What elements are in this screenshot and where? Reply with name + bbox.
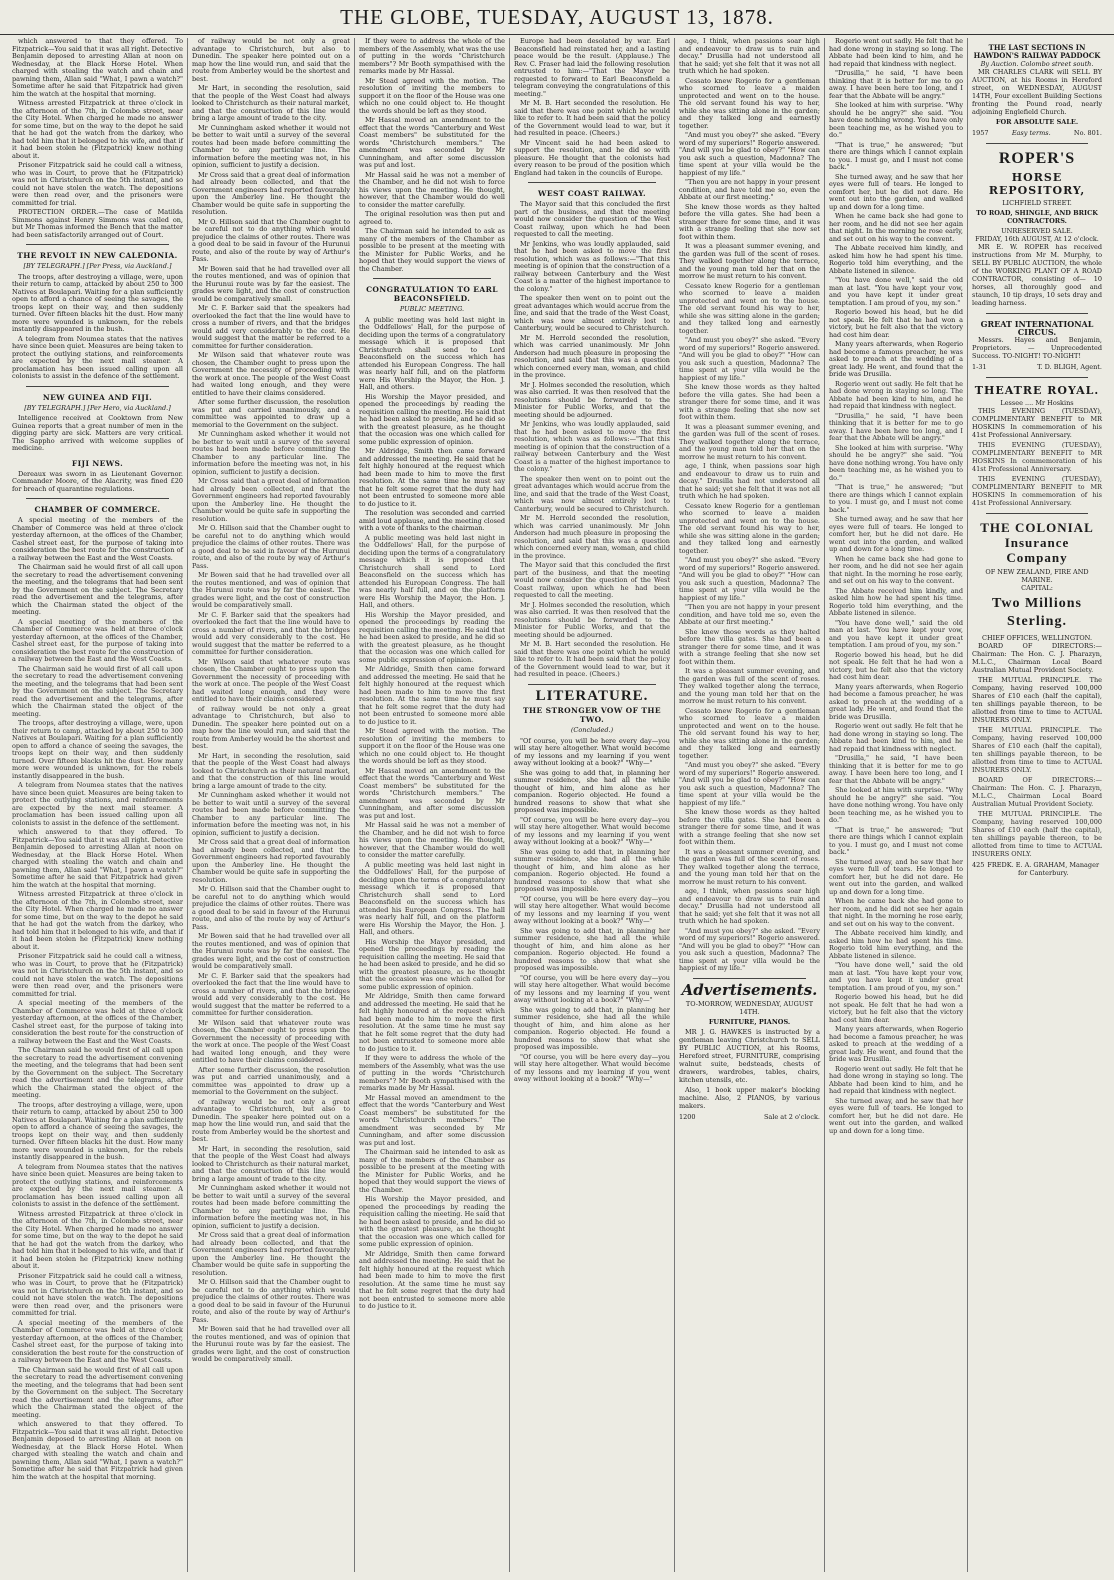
article-paragraph: Mr Aldridge, Smith then came forward and addressed the meeting. He said that he felt highly honoured at the request which had been made to him to move the first resolution. At the same time he must say that he felt some regret that the duty had not been entrusted to someone more able to do justice to it. <box>359 665 505 726</box>
article-paragraph: A public meeting was held last night in the Oddfellows' Hall, for the purpose of deciding upon the terms of a congratulatory message which it is proposed that Christchurch shall send to Lord Beaconsfield on the success which has attended his European Congress. The hall was nearly half full, and on the platform were His Worship the Mayor, the Hon. J. Hall, and others. <box>359 315 506 391</box>
article-paragraph: The troops, after destroying a village, were, upon their return to camp, attacked by about 250 to 300 Natives at Boulapari. Waiting for a plan sufficiently open to afford a chance of seeing the savages, the troops kept on their way, and then suddenly turned. Over fifteen blacks hit the dust. How many more were wounded is unknown, for the rebels instantly disappeared in the bush. <box>12 1100 183 1161</box>
story-paragraph: "That is true," he answered; "but there are things which I cannot explain to you. I must go, and I must not come back." <box>829 140 963 171</box>
article-paragraph: The troops, after destroying a village, were, upon their return to camp, attacked by about 250 to 300 Natives at Boulapari. Waiting for a plan sufficiently open to afford a chance of seeing the savages, the troops kept on their way, and then suddenly turned. Over fifteen blacks hit the dust. How many more were wounded is unknown, for the rebels instantly disappeared in the bush. <box>12 719 183 780</box>
ad-capital: Two Millions Sterling. <box>992 596 1082 629</box>
article-paragraph: Mr M. B. Hart seconded the resolution. He said that there was one point which he would like to refer to. It had been said that the policy of the Government would lead to war, but it had resulted in peace. (Cheers.) <box>514 640 670 678</box>
story-paragraph: When he came back she had gone to her room, and he did not see her again that night. In the morning he rose early, and set out on his way to the convent. <box>829 212 963 243</box>
story-paragraph: She knew those words as they halted before the villa gates. She had been a stranger there for some time, and it was with a strange feeling that she now set foot within them. <box>679 627 820 666</box>
ad-body: MR CHARLES CLARK will SELL BY AUCTION, at his Rooms in Hereford street, on WEDNESDAY, AUGUST 14TH, Four excellent Building Sections fronting the Pound road, nearly adjoining Englefield Church. <box>972 68 1102 116</box>
article-paragraph: Mr M. Herrold seconded the resolution, which was carried unanimously. Mr John Anderson had much pleasure in proposing the resolution, and said that this was a question which concerned every man, woman, and child in the province. <box>514 333 670 379</box>
article-paragraph: His Worship the Mayor presided, and opened the proceedings by reading the requisition calling the meeting. He said that he had been asked to preside, and he did so with the greatest pleasure, as he thought that the occasion was one which called for some public expression of opinion. <box>359 937 505 991</box>
ad-lessee: Lessee .... Mr Hoskins <box>1000 399 1074 407</box>
article-paragraph: Dereaux was sworn in as Lieutenant Governor. Commander Moore, of the Alacrity, was fined £20 for breach of quarantine regulations. <box>12 469 183 493</box>
ad-footer <box>972 129 1102 137</box>
ad-office: CHIEF OFFICES, WELLINGTON. <box>981 634 1093 642</box>
advertisements-heading: Advertisements. <box>681 980 818 999</box>
story-paragraph: It was a pleasant summer evening, and the garden was full of the scent of roses. They walked together along the terrace, and the young man told her that on the morrow he must return to his convent. <box>679 242 820 280</box>
article-paragraph: Witness arrested Fitzpatrick at three o'clock in the afternoon of the 7th, in Colombo street, near the City Hotel. When charged he made no answer for some time, but on the way to the depot he said that he had got the watch from the darkey, who had told him that it belonged to his wife, and that if it had been stolen he (Fitzpatrick) knew nothing about it. <box>12 890 183 951</box>
ropers-repository-ad <box>972 150 1102 307</box>
ad-board: BOARD OF DIRECTORS:— Chairman: The Hon. C. J. Pharazyn, M.L.C., Chairman Local Board Australian Mutual Provident Society. <box>972 642 1102 674</box>
hawdon-auction-ad <box>972 44 1102 137</box>
section-heading: CHAMBER OF COMMERCE. <box>34 505 161 514</box>
article-paragraph: After some further discussion, the resolution was put and carried unanimously, and a committee was appointed to draw up a memorial to the Government on the subject. <box>192 398 350 429</box>
ad-location: LICHFIELD STREET. <box>1002 199 1072 207</box>
article-paragraph: The speaker then went on to point out the great advantages which would accrue from the line, and said that the trade of the West Coast, which was now almost entirely lost to Canterbury, would be secured to Christchurch. <box>514 474 670 513</box>
column-3 <box>355 38 510 1572</box>
story-paragraph: It was a pleasant summer evening, and the garden was full of the scent of roses. They walked together along the terrace, and the young man told her that on the morrow he must return to his convent. <box>679 847 820 886</box>
story-paragraph: Many years afterwards, when Rogerio had become a famous preacher, he was asked to preach at the wedding of a great lady. He went, and found that the bride was Drusilla. <box>829 340 963 378</box>
story-paragraph: age, I think, when passions soar high and endeavour to draw us to ruin and decay." Drusilla had not understood all that he said; yet she felt that it was not all truth which he had spoken. <box>679 887 820 925</box>
story-paragraph: "You have done well," said the old man at last. "You have kept your vow, and you have kept it under great temptation. I am proud of you, my son." <box>829 618 963 649</box>
article-paragraph: Mr Bowen said that he had travelled over all the routes mentioned, and was of opinion that the Hurunui route was by far the easiest. The grades were light, and the cost of construction would be comparatively small. <box>192 932 350 970</box>
section-divider <box>986 313 1088 314</box>
column-5 <box>675 38 825 1572</box>
story-paragraph: The Abbate received him kindly, and asked him how he had spent his time. Rogerio told him everything, and the Abbate listened in silence. <box>829 586 963 617</box>
article-paragraph: Mr Aldridge, Smith then came forward and addressed the meeting. He said that he felt highly honoured at the request which had been made to him to move the first resolution. At the same time he must say that he felt some regret that the duty had not been entrusted to someone more able to do justice to it. <box>359 1249 505 1310</box>
article-paragraph: A telegram from Noumea states that the natives have since been quiet. Measures are being taken to protect the outlying stations, and reinforcements are expected by the next mail steamer. A proclamation has been issued calling upon all colonists to assist in the defence of the settlement. <box>12 334 183 380</box>
story-paragraph: age, I think, when passions soar high and endeavour to draw us to ruin and decay." Drusilla had not understood all that he said; yet she felt that it was not all truth which he had spoken. <box>679 462 820 500</box>
article-paragraph: A public meeting was held last night in the Oddfellows' Hall, for the purpose of deciding upon the terms of a congratulatory message which it is proposed that Christchurch shall send to Lord Beaconsfield on the success which has attended his European Congress. The hall was nearly half full, and on the platform were His Worship the Mayor, the Hon. J. Hall, and others. <box>359 860 506 936</box>
ad-title: THE LAST SECTIONS IN HAWDON'S RAILWAY PADDOCK <box>973 43 1101 60</box>
ad-capital-label: CAPITAL: <box>1021 584 1053 592</box>
article-paragraph: which answered to that they offered. To Fitzpatrick—You said that it was all right. Detective Benjamin deposed to arresting Allan at noon on Wednesday, at the Black Horse Hotel. When charged with stealing the watch and chain and pawning them, Allan said "What, I pawn a watch?" Sometime after he said that Fitzpatrick had given him the watch at the hospital that morning. <box>12 828 183 889</box>
ad-footer <box>679 1113 820 1121</box>
article-paragraph: Mr Hassal moved an amendment to the effect that the words "Canterbury and West Coast members" be substituted for the words "Christchurch members." The amendment was seconded by Mr Cunningham, and after some discussion was put and lost. <box>359 766 505 820</box>
ad-lot-number: No. 801. <box>1073 129 1102 137</box>
article-paragraph: The Chairman said he would first of all call upon the secretary to read the advertisement convening the meeting, and the telegrams that had been sent by the Government on the subject. The Secretary read the advertisement and the telegrams, after which the Chairman stated the object of the meeting. <box>12 1046 183 1099</box>
section-divider <box>986 513 1088 514</box>
article-paragraph: Prisoner Fitzpatrick said he could call a witness, who was in Court, to prove that he (Fitzpatrick) was not in Christchurch on the 5th instant, and so could not have stolen the watch. The depositions were then read over, and the prisoners were committed for trial. <box>12 161 183 207</box>
ad-ref-number: 425 <box>972 861 985 869</box>
article-paragraph: of railway would be not only a great advantage to Christchurch, but also to Dunedin. The speaker here pointed out on a map how the line would run, and said that the route from Amberley would be the shortest and best. <box>192 38 350 83</box>
story-paragraph: "That is true," he answered; "but there are things which I cannot explain to you. I must go, and I must not come back." <box>829 825 963 856</box>
article-paragraph: Mr Bowen said that he had travelled over all the routes mentioned, and was of opinion that the Hurunui route was by far the easiest. The grades were light, and the cost of construction would be comparatively small. <box>192 571 350 609</box>
story-paragraph: She turned away, and he saw that her eyes were full of tears. He longed to comfort her, but he did not dare. He went out into the garden, and walked up and down for a long time. <box>829 857 963 896</box>
column-6 <box>825 38 968 1572</box>
article-paragraph: A special meeting of the members of the Chamber of Commerce was held at three o'clock yesterday afternoon, at the offices of the Chamber, Cashel street east, for the purpose of taking into consideration the best route for the construction of a railway between the East and the West Coasts. <box>12 999 183 1045</box>
article-paragraph: The speaker then went on to point out the great advantages which would accrue from the line, and said that the trade of the West Coast, which was now almost entirely lost to Canterbury, would be secured to Christchurch. <box>514 294 670 332</box>
story-paragraph: "Of course, you will be here every day—you will stay here altogether. What would become of my lessons and my learning if you went away without looking at a book?" "Why—" <box>514 1052 670 1083</box>
story-paragraph: "Drusilla," he said, "I have been thinking that it is better for me to go away. I have been here too long, and I fear that the Abbate will be angry." <box>829 754 963 785</box>
masthead-title: THE GLOBE, TUESDAY, AUGUST 13, 1878. <box>0 0 1114 35</box>
story-paragraph: "You have done well," said the old man at last. "You have kept your vow, and you have kept it under great temptation. I am proud of you, my son." <box>829 276 963 307</box>
article-paragraph: Mr Cunningham asked whether it would not be better to wait until a survey of the several routes had been made before committing the Chamber to any particular line. The information before the meeting was not, in his opinion, sufficient to justify a decision. <box>192 1184 350 1230</box>
section-divider <box>373 278 491 279</box>
story-paragraph: "Of course, you will be here every day—you will stay here altogether. What would become of my lessons and my learning if you went away without looking at a book?" "Why—" <box>514 736 670 767</box>
ad-board: BOARD OF DIRECTORS:— Chairman: The Hon. C. J. Pharazyn, M.L.C., Chairman Local Board Australian Mutual Provident Society. <box>972 776 1102 808</box>
article-paragraph: PROTECTION ORDER.—The case of Matilda Simmons against Henry Simmons was called on, but Mr Thomas informed the Bench that the matter had been satisfactorily arranged out of Court. <box>12 208 183 239</box>
story-paragraph: "And must you obey?" she asked. "Every word of my superiors!" Rogerio answered. "And will you be glad to obey?" "How can you ask such a question, Madonna? The time spent at your villa would be the happiest of my life." <box>679 131 820 177</box>
story-paragraph: Rogerio bowed his head, but he did not speak. He felt that he had won a victory, but he felt also that the victory had cost him dear. <box>829 308 963 339</box>
article-paragraph: Mr Jenkins, who was loudly applauded, said that he had been asked to move the first resolution, which was as follows:—"That this meeting is of opinion that the construction of a railway between Canterbury and the West Coast is a matter of the highest importance to the colony." <box>514 420 670 473</box>
article-paragraph: Mr Cross said that a great deal of information had already been collected, and that the Government engineers had reported favourably upon the Amberley line. He thought the Chamber would be quite safe in supporting the resolution. <box>192 838 350 884</box>
ad-subtitle: HORSE REPOSITORY, <box>988 171 1086 197</box>
ad-title: FURNITURE, PIANOS. <box>708 1018 791 1026</box>
ad-title: ROPER'S <box>998 150 1076 167</box>
ad-body: THE MUTUAL PRINCIPLE. The Company, having reserved 100,000 Shares of £10 each (half the capital), ten shillings payable thereon, to be allotted from time to time to ACTUAL INSURERS ONLY. <box>972 726 1102 774</box>
ad-body: Also, 1 book upper maker's blocking machine. Also, 2 PIANOS, by various makers. <box>679 1086 820 1110</box>
ad-body: THIS EVENING (TUESDAY), COMPLIMENTARY BENEFIT to MR HOSKINS In commemoration of his 41st Professional Anniversary. <box>972 475 1102 507</box>
story-paragraph: Many years afterwards, when Rogerio had become a famous preacher, he was asked to preach at the wedding of a great lady. He went, and found that the bride was Drusilla. <box>829 1025 963 1063</box>
article-paragraph: The troops, after destroying a village, were, upon their return to camp, attacked by about 250 to 300 Natives at Boulapari. Waiting for a plan sufficiently open to afford a chance of seeing the savages, the troops kept on their way, and then suddenly turned. Over fifteen blacks hit the dust. How many more were wounded is unknown, for the rebels instantly disappeared in the bush. <box>12 272 183 333</box>
article-paragraph: Mr Aldridge, Smith then came forward and addressed the meeting. He said that he felt highly honoured at the request which had been made to him to move the first resolution. At the same time he must say that he felt some regret that the duty had not been entrusted to someone more able to do justice to it. <box>359 447 505 508</box>
story-paragraph: When he came back she had gone to her room, and he did not see her again that night. In the morning he rose early, and set out on his way to the convent. <box>829 554 963 585</box>
article-paragraph: After some further discussion, the resolution was put and carried unanimously, and a committee was appointed to draw up a memorial to the Government on the subject. <box>192 1065 350 1096</box>
story-paragraph: It was a pleasant summer evening, and the garden was full of the scent of roses. They walked together along the terrace, and the young man told her that on the morrow he must return to his convent. <box>679 422 820 461</box>
article-paragraph: Mr Bowen said that he had travelled over all the routes mentioned, and was of opinion that the Hurunui route was by far the easiest. The grades were light, and the cost of construction would be comparatively small. <box>192 264 350 303</box>
ad-ref-number: 1957 <box>972 129 989 137</box>
story-paragraph: When he came back she had gone to her room, and he did not see her again that night. In the morning he rose early, and set out on his way to the convent. <box>829 897 963 928</box>
story-paragraph: Rogerio bowed his head, but he did not speak. He felt that he had won a victory, but he felt also that the victory had cost him dear. <box>829 993 963 1024</box>
story-paragraph: "Of course, you will be here every day—you will stay here altogether. What would become of my lessons and my learning if you went away without looking at a book?" "Why—" <box>514 894 670 925</box>
ad-body: THIS EVENING (TUESDAY), COMPLIMENTARY BENEFIT to MR HOSKINS In commemoration of his 41st Professional Anniversary. <box>972 441 1102 473</box>
article-paragraph: Mr J. Holmes seconded the resolution, which was also carried. It was then resolved that the resolutions should be forwarded to the Minister for Public Works, and that the meeting should be adjourned. <box>514 600 670 639</box>
story-paragraph: Rogerio went out sadly. He felt that he had done wrong in staying so long. The Abbate had been kind to him, and he had repaid that kindness with neglect. <box>829 722 963 753</box>
article-paragraph: Mr M. B. Hart seconded the resolution. He said that there was one point which he would like to refer to. It had been said that the policy of the Government would lead to war, but it had resulted in peace. (Cheers.) <box>514 99 670 137</box>
article-paragraph: Mr Cunningham asked whether it would not be better to wait until a survey of the several routes had been made before committing the Chamber to any particular line. The information before the meeting was not, in his opinion, sufficient to justify a decision. <box>192 123 350 169</box>
article-paragraph: The Mayor said that this concluded the first part of the business, and that the meeting would now consider the question of the West Coast railway, upon which he had been requested to call the meeting. <box>514 561 670 599</box>
story-title: THE STRONGER VOW OF THE TWO. <box>523 706 661 724</box>
article-paragraph: Mr Stead agreed with the motion. The resolution of inviting the members to support it on the floor of the House was one which no one could object to. He thought the words should be left as they stood. <box>359 727 505 765</box>
article-paragraph: Mr Bowen said that he had travelled over all the routes mentioned, and was of opinion that the Hurunui route was by far the easiest. The grades were light, and the cost of construction would be comparatively small. <box>192 1325 350 1363</box>
article-paragraph: If they were to address the whole of the members of the Assembly, what was the use of putting in the words "Christchurch members"? Mr Booth sympathised with the remarks made by Mr Hassal. <box>359 1054 505 1092</box>
article-paragraph: Europe had been desolated by war. Earl Beaconsfield had reinstated her, and a lasting peace would be the result. (Applause.) The Rev. C. Fraser had laid the following resolution entrusted to him:—"That the Mayor be requested to forward to Earl Beaconsfield a telegram conveying the congratulations of this meeting." <box>514 38 670 98</box>
article-paragraph: Mr Hart, in seconding the resolution, said that the people of the West Coast had always looked to Christchurch as their natural market, and that the construction of this line would bring a large amount of trade to the city. <box>192 84 350 122</box>
ad-footer <box>972 861 1102 877</box>
story-paragraph: She knew those words as they halted before the villa gates. She had been a stranger there for some time, and it was with a strange feeling that she now set foot within them. <box>679 202 820 241</box>
article-paragraph: Mr Wilson said that whatever route was chosen, the Chamber ought to press upon the Government the necessity of proceeding with the work at once. The people of the West Coast had waited long enough, and they were entitled to have their claims considered. <box>192 351 350 397</box>
story-paragraph: "Drusilla," he said, "I have been thinking that it is better for me to go away. I have been here too long, and I fear that the Abbate will be angry." <box>829 69 963 100</box>
theatre-royal-ad <box>972 384 1102 507</box>
article-paragraph: Mr Cross said that a great deal of information had already been collected, and that the Government engineers had reported favourably upon the Amberley line. He thought the Chamber would be quite safe in supporting the resolution. <box>192 1231 350 1277</box>
article-paragraph: Mr M. Herrold seconded the resolution, which was carried unanimously. Mr John Anderson had much pleasure in proposing the resolution, and said that this was a question which concerned every man, woman, and child in the province. <box>514 514 670 560</box>
ad-heading: TO ROAD, SHINGLE, AND BRICK CONTRACTORS. <box>976 209 1098 225</box>
article-paragraph: A telegram from Noumea states that the natives have since been quiet. Measures are being taken to protect the outlying stations, and reinforcements are expected by the next mail steamer. A proclamation has been issued calling upon all colonists to assist in the defence of the settlement. <box>12 1162 183 1208</box>
article-paragraph: of railway would be not only a great advantage to Christchurch, but also to Dunedin. The speaker here pointed out on a map how the line would run, and said that the route from Amberley would be the shortest and best. <box>192 1097 350 1143</box>
ad-ref-number: 1200 <box>679 1113 696 1121</box>
columns-container <box>8 38 1106 1572</box>
article-paragraph: Mr Jenkins, who was loudly applauded, said that he had been asked to move the first resolution, which was as follows:—"That this meeting is of opinion that the construction of a railway between Canterbury and the West Coast is a matter of the highest importance to the colony." <box>514 239 670 293</box>
story-paragraph: Rogerio went out sadly. He felt that he had done wrong in staying so long. The Abbate had been kind to him, and he had repaid that kindness with neglect. <box>829 1064 963 1095</box>
ad-subtitle: OF NEW ZEALAND, FIRE AND MARINE. <box>985 568 1089 584</box>
circus-ad <box>972 320 1102 371</box>
article-paragraph: His Worship the Mayor presided, and opened the proceedings by reading the requisition calling the meeting. He said that he had been asked to preside, and he did so with the greatest pleasure, as he thought that the occasion was one which called for some public expression of opinion. <box>359 1195 505 1248</box>
story-paragraph: She knew those words as they halted before the villa gates. She had been a stranger there for some time, and it was with a strange feeling that she now set foot within them. <box>679 383 820 421</box>
article-paragraph: Mr Stead agreed with the motion. The resolution of inviting the members to support it on the floor of the House was one which no one could object to. He thought the words should be left as they stood. <box>359 76 505 115</box>
section-heading: WEST COAST RAILWAY. <box>538 189 646 198</box>
story-paragraph: She turned away, and he saw that her eyes were full of tears. He longed to comfort her, but he did not dare. He went out into the garden, and walked up and down for a long time. <box>829 515 963 553</box>
story-paragraph: She was going to add that, in planning her summer residence, she had all the while thought of him, and him alone as her companion. Rogerio objected. He found a hundred reasons to show that what she proposed was impossible. <box>514 1005 670 1051</box>
section-subheading: PUBLIC MEETING. <box>399 305 465 313</box>
story-paragraph: It was a pleasant summer evening, and the garden was full of the scent of roses. They walked together along the terrace, and the young man told her that on the morrow he must return to his convent. <box>679 667 820 705</box>
section-divider <box>26 386 169 387</box>
article-paragraph: Witness arrested Fitzpatrick at three o'clock in the afternoon of the 7th, in Colombo street, near the City Hotel. When charged he made no answer for some time, but on the way to the depot he said that he had got the watch from the darkey, who had told him that it belonged to his wife, and that if it had been stolen he (Fitzpatrick) knew nothing about it. <box>12 1209 183 1270</box>
article-paragraph: A special meeting of the members of the Chamber of Commerce was held at three o'clock yesterday afternoon, at the offices of the Chamber, Cashel street east, for the purpose of taking into consideration the best route for the construction of a railway between the East and the West Coasts. <box>12 617 183 663</box>
ad-body: MR J. G. HAWKES is instructed by a gentleman leaving Christchurch to SELL BY PUBLIC AUCTION, at his Rooms, Hereford street, FURNITURE, comprising walnut suite, bedsteads, chests of drawers, wardrobes, tables, chairs, kitchen utensils, etc. <box>679 1028 820 1084</box>
ad-date: TO-MORROW, WEDNESDAY, AUGUST 14TH. <box>685 1000 814 1016</box>
article-paragraph: Mr O. Hillson said that the Chamber ought to be careful not to do anything which would prejudice the claims of other routes. There was a good deal to be said in favour of the Hurunui route, and also of the route by way of Arthur's Pass. <box>192 885 350 931</box>
article-paragraph: A special meeting of the members of the Chamber of Commerce was held at three o'clock yesterday afternoon, at the offices of the Chamber, Cashel street east, for the purpose of taking into consideration the best route for the construction of a railway between the East and the West Coasts. <box>12 516 183 562</box>
story-paragraph: Cessato knew Rogerio for a gentleman who scorned to leave a maiden unprotected and went on to the house. The old servant found his way to her, while she was sitting alone in the garden; and they talked long and earnestly together. <box>679 281 820 335</box>
section-divider <box>528 182 656 183</box>
section-divider <box>528 684 656 685</box>
story-paragraph: She was going to add that, in planning her summer residence, she had all the while thought of him, and him alone as her companion. Rogerio objected. He found a hundred reasons to show that what she proposed was impossible. <box>514 768 670 814</box>
literature-heading: LITERATURE. <box>535 687 649 704</box>
article-paragraph: Mr O. Hillson said that the Chamber ought to be careful not to do anything which would prejudice the claims of other routes. There was a good deal to be said in favour of the Hurunui route, and also of the route by way of Arthur's Pass. <box>192 1278 350 1324</box>
article-paragraph: The Chairman said he would first of all call upon the secretary to read the advertisement convening the meeting, and the telegrams that had been sent by the Government on the subject. The Secretary read the advertisement and the telegrams, after which the Chairman stated the object of the meeting. <box>12 563 183 616</box>
ad-subtitle: By Auction. Colombo street south. <box>980 60 1094 68</box>
story-paragraph: "Drusilla," he said, "I have been thinking that it is better for me to go away. I have been here too long, and I fear that the Abbate will be angry." <box>829 411 963 442</box>
colonial-insurance-ad <box>972 520 1102 877</box>
article-paragraph: Mr Cross said that a great deal of information had already been collected, and that the Government engineers had reported favourably upon the Amberley line. He thought the Chamber would be quite safe in supporting the resolution. <box>192 477 350 523</box>
article-paragraph: Mr Vincent said he had been asked to support the resolution, and he did so with pleasure. He thought that the colonists had every reason to be proud of the position which England had taken in the councils of Europe. <box>514 138 670 177</box>
story-paragraph: She looked at him with surprise. "Why should he be angry?" she said. "You have done nothing wrong. You have only been teaching me, as he wished you to do." <box>829 443 963 482</box>
column-7 <box>968 38 1106 1572</box>
article-paragraph: A special meeting of the members of the Chamber of Commerce was held at three o'clock yesterday afternoon, at the offices of the Chamber, Cashel street east, for the purpose of taking into consideration the best route for the construction of a railway between the East and the West Coasts. <box>12 1318 183 1364</box>
story-paragraph: "That is true," he answered; "but there are things which I cannot explain to you. I must go, and I must not come back." <box>829 483 963 514</box>
article-paragraph: The Chairman said he would first of all call upon the secretary to read the advertisement convening the meeting, and the telegrams that had been sent by the Government on the subject. The Secretary read the advertisement and the telegrams, after which the Chairman stated the object of the meeting. <box>12 1365 183 1419</box>
section-heading: CONGRATULATION TO EARL BEACONSFIELD. <box>366 285 498 303</box>
story-subtitle: (Concluded.) <box>570 726 614 734</box>
article-paragraph: The Chairman said he intended to ask as many of the members of the Chamber as possible to be present at the meeting with the Minister for Public Works, and he hoped that they would support the views of the Chamber. <box>359 1148 505 1194</box>
article-paragraph: The original resolution was then put and agreed to. <box>359 210 505 226</box>
story-paragraph: She looked at him with surprise. "Why should he be angry?" she said. "You have done nothing wrong. You have only been teaching me, as he wished you to do." <box>829 786 963 824</box>
section-heading: NEW GUINEA AND FIJI. <box>42 392 153 402</box>
article-paragraph: Prisoner Fitzpatrick said he could call a witness, who was in Court, to prove that he (Fitzpatrick) was not in Christchurch on the 5th instant, and so could not have stolen the watch. The depositions were then read over, and the prisoners were committed for trial. <box>12 952 183 998</box>
ad-note: FOR ABSOLUTE SALE. <box>995 118 1079 126</box>
story-paragraph: "And must you obey?" she asked. "Every word of my superiors!" Rogerio answered. "And will you be glad to obey?" "How can you ask such a question, Madonna? The time spent at your villa would be the happiest of my life." <box>679 556 820 602</box>
article-paragraph: Witness arrested Fitzpatrick at three o'clock in the afternoon of the 7th, in Colombo street, near the City Hotel. When charged he made no answer for some time, but on the way to the depot he said that he had got the watch from the darkey, who had told him that it belonged to his wife, and that if it had been stolen he (Fitzpatrick) knew nothing about it. <box>12 99 183 160</box>
article-paragraph: Mr Wilson said that whatever route was chosen, the Chamber ought to press upon the Government the necessity of proceeding with the work at once. The people of the West Coast had waited long enough, and they were entitled to have their claims considered. <box>192 657 350 703</box>
article-paragraph: A public meeting was held last night in the Oddfellows' Hall, for the purpose of deciding upon the terms of a congratulatory message which it is proposed that Christchurch shall send to Lord Beaconsfield on the success which has attended his European Congress. The hall was nearly half full, and on the platform were His Worship the Mayor, the Hon. J. Hall, and others. <box>359 533 506 609</box>
section-heading: FIJI NEWS. <box>71 458 124 468</box>
article-paragraph: If they were to address the whole of the members of the Assembly, what was the use of putting in the words "Christchurch members"? Mr Booth sympathised with the remarks made by Mr Hassal. <box>359 38 505 75</box>
article-paragraph: Mr O. Hillson said that the Chamber ought to be careful not to do anything which would prejudice the claims of other routes. There was a good deal to be said in favour of the Hurunui route, and also of the route by way of Arthur's Pass. <box>192 524 350 570</box>
ad-sale-type: UNRESERVED SALE. <box>1001 227 1073 235</box>
article-paragraph: His Worship the Mayor presided, and opened the proceedings by reading the requisition calling the meeting. He said that he had been asked to preside, and he did so with the greatest pleasure, as he thought that the occasion was one which called for some public expression of opinion. <box>359 392 505 446</box>
article-paragraph: Intelligence received at Cooktown from New Guinea reports that a great number of men in the digging party are sick. Matters are very critical. The Sappho arrived with welcome supplies of medicine. <box>12 414 183 452</box>
article-paragraph: Mr Hassal moved an amendment to the effect that the words "Canterbury and West Coast members" be substituted for the words "Christchurch members." The amendment was seconded by Mr Cunningham, and after some discussion was put and lost. <box>359 1093 505 1147</box>
column-2 <box>188 38 355 1572</box>
article-paragraph: which answered to that they offered. To Fitzpatrick—You said that it was all right. Detective Benjamin deposed to arresting Allan at noon on Wednesday, at the Black Horse Hotel. When charged with stealing the watch and chain and pawning them, Allan said "What, I pawn a watch?" Sometime after he said that Fitzpatrick had given him the watch at the hospital that morning. <box>12 1420 183 1481</box>
ad-signature: T. D. BLIGH, Agent. <box>1037 363 1102 371</box>
story-paragraph: Rogerio went out sadly. He felt that he had done wrong in staying so long. The Abbate had been kind to him, and he had repaid that kindness with neglect. <box>829 38 963 68</box>
section-divider <box>986 143 1088 144</box>
story-paragraph: "You have done well," said the old man at last. "You have kept your vow, and you have kept it under great temptation. I am proud of you, my son." <box>829 961 963 992</box>
story-paragraph: age, I think, when passions soar high and endeavour to draw us to ruin and decay." Drusilla had not understood all that he said; yet she felt that it was not all truth which he had spoken. <box>679 38 820 75</box>
story-paragraph: Many years afterwards, when Rogerio had become a famous preacher, he was asked to preach at the wedding of a great lady. He went, and found that the bride was Drusilla. <box>829 682 963 721</box>
article-paragraph: Mr Aldridge, Smith then came forward and addressed the meeting. He said that he felt highly honoured at the request which had been made to him to move the first resolution. At the same time he must say that he felt some regret that the duty had not been entrusted to someone more able to do justice to it. <box>359 992 505 1053</box>
auction-ad <box>679 1000 820 1121</box>
story-paragraph: "Of course, you will be here every day—you will stay here altogether. What would become of my lessons and my learning if you went away without looking at a book?" "Why—" <box>514 973 670 1004</box>
ad-body: THE MUTUAL PRINCIPLE. The Company, having reserved 100,000 Shares of £10 each (half the capital), ten shillings payable thereon, to be allotted from time to time to ACTUAL INSURERS ONLY. <box>972 676 1102 724</box>
article-paragraph: Mr Hassal said he was not a member of the Chamber, and he did not wish to force his views upon the meeting. He thought, however, that the Chamber would do well to consider the matter carefully. <box>359 170 505 209</box>
section-divider <box>26 244 169 245</box>
article-paragraph: Mr Cunningham asked whether it would not be better to wait until a survey of the several routes had been made before committing the Chamber to any particular line. The information before the meeting was not, in his opinion, sufficient to justify a decision. <box>192 791 350 837</box>
article-paragraph: which answered to that they offered. To Fitzpatrick—You said that it was all right. Detective Benjamin deposed to arresting Allan at noon on Wednesday, at the Black Horse Hotel. When charged with stealing the watch and chain and pawning them, Allan said "What, I pawn a watch?" Sometime after he said that Fitzpatrick had given him the watch at the hospital that morning. <box>12 38 183 98</box>
ad-ref-number: 1-31 <box>972 363 987 371</box>
section-heading: THE REVOLT IN NEW CALEDONIA. <box>17 251 178 260</box>
section-subheading: [BY TELEGRAPH.] [Per Press, via Auckland.] <box>23 262 172 270</box>
story-paragraph: She turned away, and he saw that her eyes were full of tears. He longed to comfort her, but he did not dare. He went out into the garden, and walked up and down for a long time. <box>829 1096 963 1135</box>
story-paragraph: She was going to add that, in planning her summer residence, she had all the while thought of him, and him alone as her companion. Rogerio objected. He found a hundred reasons to show that what she proposed was impossible. <box>514 847 670 893</box>
ad-sale-time: Sale at 2 o'clock. <box>763 1113 820 1121</box>
section-divider <box>26 498 169 499</box>
article-paragraph: Mr C. F. Barker said that the speakers had overlooked the fact that the line would have to cross a number of rivers, and that the bridges would add very considerably to the cost. He would suggest that the matter be referred to a committee for further consideration. <box>192 971 350 1017</box>
story-paragraph: Cessato knew Rogerio for a gentleman who scorned to leave a maiden unprotected and went on to the house. The old servant found his way to her, while she was sitting alone in the garden; and they talked long and earnestly together. <box>679 76 820 130</box>
article-paragraph: Mr Hassal moved an amendment to the effect that the words "Canterbury and West Coast members" be substituted for the words "Christchurch members." The amendment was seconded by Mr Cunningham, and after some discussion was put and lost. <box>359 116 505 169</box>
story-paragraph: She turned away, and he saw that her eyes were full of tears. He longed to comfort her, but he did not dare. He went out into the garden, and walked up and down for a long time. <box>829 172 963 211</box>
column-1 <box>8 38 188 1572</box>
article-paragraph: The resolution was seconded and carried amid loud applause, and the meeting closed with a vote of thanks to the chairman. <box>359 509 505 532</box>
story-paragraph: The Abbate received him kindly, and asked him how he had spent his time. Rogerio told him everything, and the Abbate listened in silence. <box>829 929 963 960</box>
story-paragraph: Rogerio went out sadly. He felt that he had done wrong in staying so long. The Abbate had been kind to him, and he had repaid that kindness with neglect. <box>829 379 963 410</box>
story-paragraph: "And must you obey?" she asked. "Every word of my superiors!" Rogerio answered. "And will you be glad to obey?" "How can you ask such a question, Madonna? The time spent at your villa would be the happiest of my life." <box>679 761 820 807</box>
section-divider <box>986 377 1088 378</box>
story-paragraph: "And must you obey?" she asked. "Every word of my superiors!" Rogerio answered. "And will you be glad to obey?" "How can you ask such a question, Madonna? The time spent at your villa would be the happiest of my life." <box>679 336 820 382</box>
article-paragraph: The Chairman said he intended to ask as many of the members of the Chamber as possible to be present at the meeting with the Minister for Public Works, and he hoped that they would support the views of the Chamber. <box>359 227 505 273</box>
ad-title: GREAT INTERNATIONAL CIRCUS. <box>980 319 1094 337</box>
ad-title: THEATRE ROYAL. <box>974 384 1100 397</box>
article-paragraph: Mr C. F. Barker said that the speakers had overlooked the fact that the line would have to cross a number of rivers, and that the bridges would add very considerably to the cost. He would suggest that the matter be referred to a committee for further consideration. <box>192 610 350 656</box>
ad-title: THE COLONIAL Insurance Company <box>980 520 1094 565</box>
ad-body: THE MUTUAL PRINCIPLE. The Company, having reserved 100,000 Shares of £10 each (half the capital), ten shillings payable thereon, to be allotted from time to time to ACTUAL INSURERS ONLY. <box>972 810 1102 858</box>
story-paragraph: "Then you are not happy in your present condition, and have told me so, even the Abbate at our first meeting." <box>679 178 820 201</box>
article-paragraph: A telegram from Noumea states that the natives have since been quiet. Measures are being taken to protect the outlying stations, and reinforcements are expected by the next mail steamer. A proclamation has been issued calling upon all colonists to assist in the defence of the settlement. <box>12 781 183 827</box>
story-paragraph: "Then you are not happy in your present condition, and have told me so, even the Abbate at our first meeting." <box>679 603 820 626</box>
story-paragraph: "And must you obey?" she asked. "Every word of my superiors!" Rogerio answered. "And will you be glad to obey?" "How can you ask such a question, Madonna? The time spent at your villa would be the happiest of my life." <box>679 926 820 972</box>
story-paragraph: She was going to add that, in planning her summer residence, she had all the while thought of him, and him alone as her companion. Rogerio objected. He found a hundred reasons to show that what she proposed was impossible. <box>514 926 670 972</box>
story-paragraph: "Of course, you will be here every day—you will stay here altogether. What would become of my lessons and my learning if you went away without looking at a book?" "Why—" <box>514 815 670 846</box>
ad-signature: FREDK. E. A. GRAHAM, Manager for Canterbury. <box>987 861 1100 877</box>
ad-terms: Easy terms. <box>1011 129 1051 137</box>
story-paragraph: Rogerio bowed his head, but he did not speak. He felt that he had won a victory, but he felt also that the victory had cost him dear. <box>829 650 963 681</box>
article-paragraph: His Worship the Mayor presided, and opened the proceedings by reading the requisition calling the meeting. He said that he had been asked to preside, and he did so with the greatest pleasure, as he thought that the occasion was one which called for some public expression of opinion. <box>359 610 505 664</box>
ad-body: MR E. W. ROPER has received instructions from Mr M. Murphy, to SELL BY PUBLIC AUCTION, the whole of the WORKING PLANT OF A ROAD CONTRACTOR, consisting of— 10 horses, all thoroughly good and staunch, 10 tip drays, 10 sets dray and leading harness. <box>972 243 1102 307</box>
article-paragraph: Mr J. Holmes seconded the resolution, which was also carried. It was then resolved that the resolutions should be forwarded to the Minister for Public Works, and that the meeting should be adjourned. <box>514 380 670 419</box>
article-paragraph: Mr Cross said that a great deal of information had already been collected, and that the Government engineers had reported favourably upon the Amberley line. He thought the Chamber would be quite safe in supporting the resolution. <box>192 170 350 216</box>
story-paragraph: She looked at him with surprise. "Why should he be angry?" she said. "You have done nothing wrong. You have only been teaching me, as he wished you to do." <box>829 101 963 139</box>
article-paragraph: Mr Cunningham asked whether it would not be better to wait until a survey of the several routes had been made before committing the Chamber to any particular line. The information before the meeting was not, in his opinion, sufficient to justify a decision. <box>192 430 350 476</box>
column-4 <box>510 38 675 1572</box>
article-paragraph: Mr Wilson said that whatever route was chosen, the Chamber ought to press upon the Government the necessity of proceeding with the work at once. The people of the West Coast had waited long enough, and they were entitled to have their claims considered. <box>192 1018 350 1064</box>
article-paragraph: Mr Hassal said he was not a member of the Chamber, and he did not wish to force his views upon the meeting. He thought, however, that the Chamber would do well to consider the matter carefully. <box>359 821 505 859</box>
article-paragraph: Mr Hart, in seconding the resolution, said that the people of the West Coast had always looked to Christchurch as their natural market, and that the construction of this line would bring a large amount of trade to the city. <box>192 1144 350 1183</box>
story-paragraph: Cessato knew Rogerio for a gentleman who scorned to leave a maiden unprotected and went on to the house. The old servant found his way to her, while she was sitting alone in the garden; and they talked long and earnestly together. <box>679 501 820 555</box>
article-paragraph: Mr C. F. Barker said that the speakers had overlooked the fact that the line would have to cross a number of rivers, and that the bridges would add very considerably to the cost. He would suggest that the matter be referred to a committee for further consideration. <box>192 304 350 350</box>
story-paragraph: Cessato knew Rogerio for a gentleman who scorned to leave a maiden unprotected and went on to the house. The old servant found his way to her, while she was sitting alone in the garden; and they talked long and earnestly together. <box>679 706 820 760</box>
article-paragraph: Mr O. Hillson said that the Chamber ought to be careful not to do anything which would prejudice the claims of other routes. There was a good deal to be said in favour of the Hurunui route, and also of the route by way of Arthur's Pass. <box>192 217 350 263</box>
article-paragraph: Prisoner Fitzpatrick said he could call a witness, who was in Court, to prove that he (Fitzpatrick) was not in Christchurch on the 5th instant, and so could not have stolen the watch. The depositions were then read over, and the prisoners were committed for trial. <box>12 1271 183 1317</box>
article-paragraph: The Mayor said that this concluded the first part of the business, and that the meeting would now consider the question of the West Coast railway, upon which he had been requested to call the meeting. <box>514 200 670 238</box>
story-paragraph: The Abbate received him kindly, and asked him how he had spent his time. Rogerio told him everything, and the Abbate listened in silence. <box>829 244 963 275</box>
ad-footer <box>972 363 1102 371</box>
ad-body: Messrs. Hayes and Benjamin, Proprietors. — Unprecedented Success. TO-NIGHT! TO-NIGHT! <box>972 336 1102 360</box>
story-paragraph: She knew those words as they halted before the villa gates. She had been a stranger there for some time, and it was with a strange feeling that she now set foot within them. <box>679 808 820 846</box>
ad-body: THIS EVENING (TUESDAY), COMPLIMENTARY BENEFIT to MR HOSKINS In commemoration of his 41st Professional Anniversary. <box>972 407 1102 439</box>
article-paragraph: The Chairman said he would first of all call upon the secretary to read the advertisement convening the meeting, and the telegrams that had been sent by the Government on the subject. The Secretary read the advertisement and the telegrams, after which the Chairman stated the object of the meeting. <box>12 664 183 718</box>
section-divider <box>693 978 806 979</box>
article-paragraph: Mr Hart, in seconding the resolution, said that the people of the West Coast had always looked to Christchurch as their natural market, and that the construction of this line would bring a large amount of trade to the city. <box>192 751 350 790</box>
article-paragraph: of railway would be not only a great advantage to Christchurch, but also to Dunedin. The speaker here pointed out on a map how the line would run, and said that the route from Amberley would be the shortest and best. <box>192 704 350 750</box>
ad-date: FRIDAY, 16th AUGUST, At 12 o'clock. <box>975 235 1099 243</box>
section-subheading: [BY TELEGRAPH.] [Per Hero, via Auckland.] <box>24 403 171 412</box>
